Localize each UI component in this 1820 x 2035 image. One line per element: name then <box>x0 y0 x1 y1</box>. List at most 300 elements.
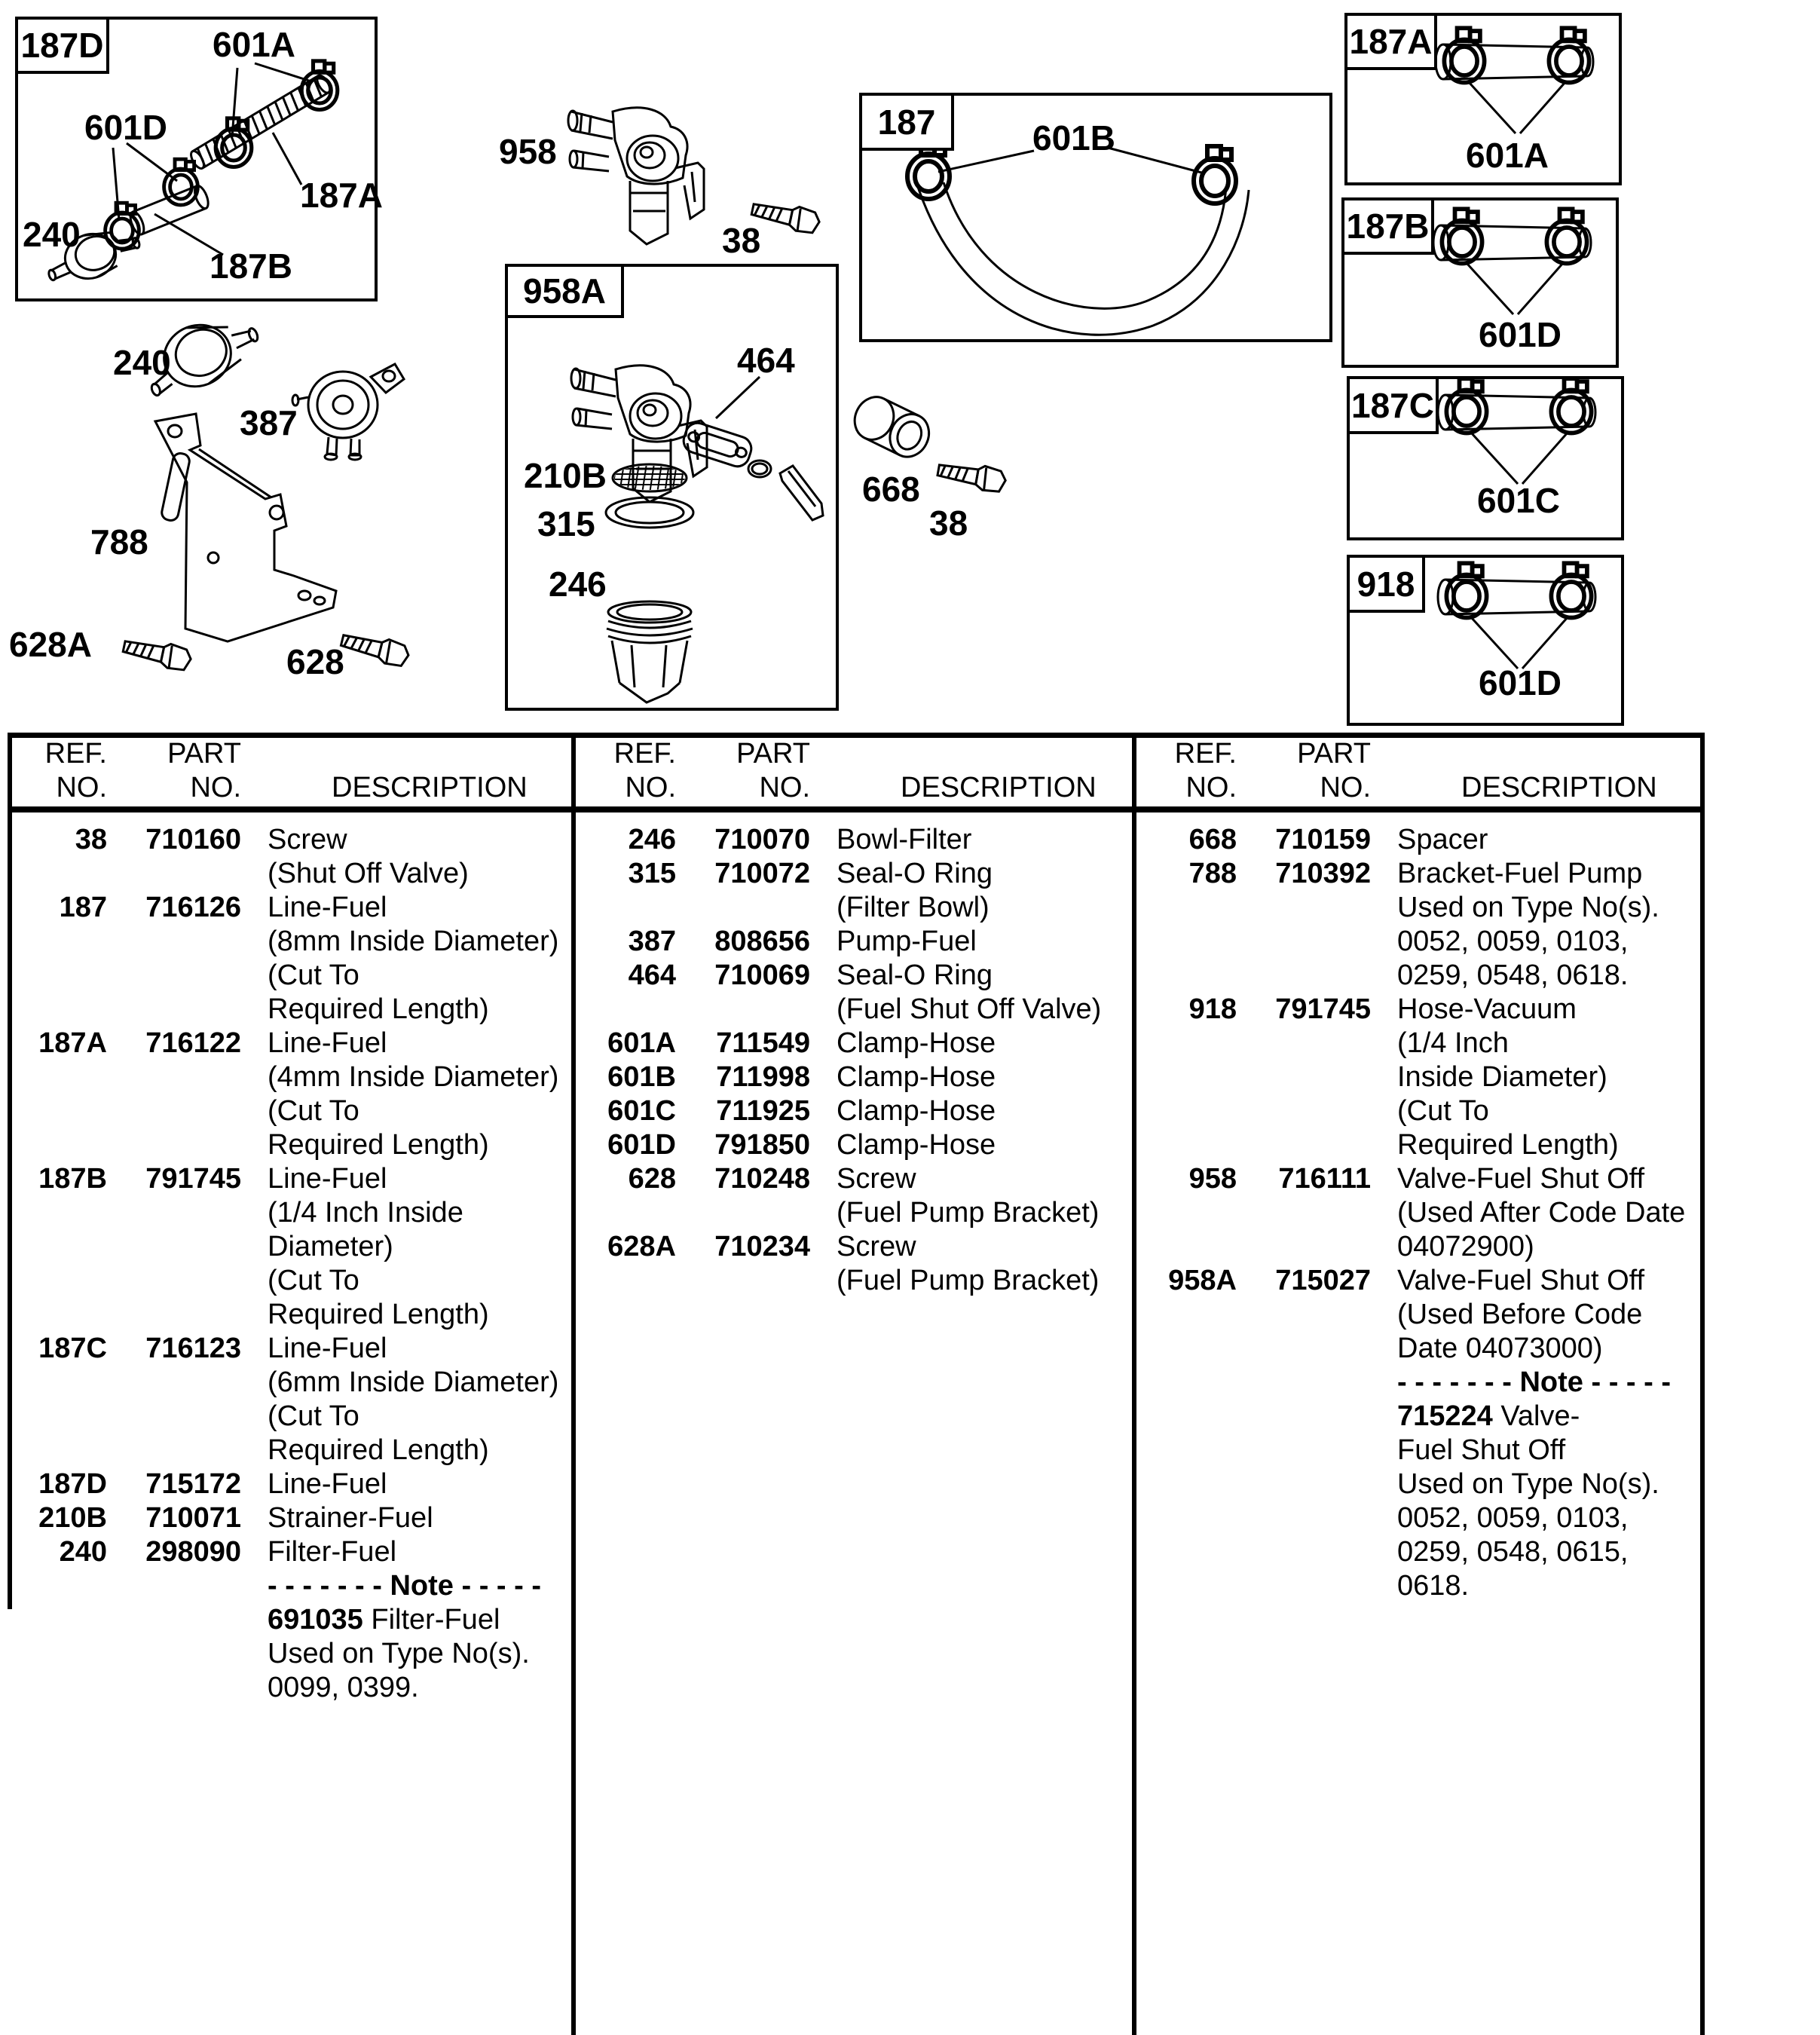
ref-no <box>8 1230 113 1264</box>
part-no <box>1243 1434 1378 1467</box>
table-row <box>8 891 571 925</box>
callout-464: 464 <box>737 341 795 380</box>
description: Clamp-Hose <box>837 1027 996 1059</box>
callout-315: 315 <box>537 504 595 543</box>
table-row <box>8 1332 571 1366</box>
callout-628: 628 <box>286 642 344 681</box>
table-row <box>577 1230 1132 1264</box>
description: 0259, 0548, 0615, <box>1397 1536 1629 1568</box>
callout-628a: 628A <box>9 625 92 664</box>
ref-no: 187A <box>38 1027 107 1059</box>
screw-628 <box>339 629 411 669</box>
description: Line-Fuel <box>268 1333 387 1364</box>
part-no <box>113 1434 249 1467</box>
part-no <box>1243 1230 1378 1264</box>
ref-no <box>8 1400 113 1434</box>
callout-601a: 601A <box>213 25 295 64</box>
ref-no <box>8 1671 113 1705</box>
table-row <box>577 1196 1132 1230</box>
table-row <box>577 1060 1132 1094</box>
table-row <box>1137 1298 1700 1332</box>
ref-no: 187C <box>38 1333 107 1364</box>
table-row <box>8 1434 571 1467</box>
description: Used on Type No(s). <box>1397 1468 1659 1500</box>
table-row <box>8 1060 571 1094</box>
table-row <box>8 1501 571 1535</box>
table-row <box>577 891 1132 925</box>
part-no: 716111 <box>1278 1163 1371 1195</box>
table-row <box>1137 1400 1700 1434</box>
description: (Shut Off Valve) <box>268 858 469 889</box>
part-no <box>1243 1196 1378 1230</box>
description: (Cut To <box>268 1265 359 1296</box>
ref-no: 601A <box>607 1027 676 1059</box>
table-row <box>8 823 571 857</box>
part-no <box>1243 1535 1378 1569</box>
ref-no <box>1137 1094 1243 1128</box>
description: 04072900) <box>1397 1231 1534 1262</box>
header-description: DESCRIPTION <box>1461 772 1657 803</box>
ref-no <box>1137 1060 1243 1094</box>
description: Date 04073000) <box>1397 1333 1603 1364</box>
part-no <box>113 1671 249 1705</box>
part-no: 715027 <box>1275 1265 1371 1296</box>
callout-601a-box187a: 601A <box>1466 136 1549 175</box>
callout-601d: 601D <box>84 108 167 147</box>
part-no <box>113 1128 249 1162</box>
box-tag-187d <box>15 17 109 74</box>
part-no <box>113 857 249 891</box>
description: Spacer <box>1397 824 1488 855</box>
table-row <box>577 993 1132 1027</box>
part-no: 716122 <box>145 1027 241 1059</box>
table-row <box>8 1569 571 1603</box>
table-row <box>8 1094 571 1128</box>
part-no: 791745 <box>1275 993 1371 1025</box>
callout-38-top: 38 <box>722 221 761 260</box>
table-row <box>1137 993 1700 1027</box>
diagram-958-art <box>568 108 821 244</box>
part-no <box>1243 1298 1378 1332</box>
part-no <box>1243 1094 1378 1128</box>
callout-601d-box187b: 601D <box>1479 315 1562 354</box>
part-no: 710160 <box>145 824 241 855</box>
part-no <box>682 993 818 1027</box>
part-no <box>113 1230 249 1264</box>
callout-240-in-box: 240 <box>23 215 81 254</box>
table-row <box>1137 1332 1700 1366</box>
box-tag-187b-label: 187B <box>1346 207 1430 246</box>
header-ref-no: NO. <box>56 772 107 803</box>
callout-240: 240 <box>113 343 171 382</box>
ref-no: 187B <box>38 1163 107 1195</box>
table-row <box>1137 1434 1700 1467</box>
description: (Cut To <box>268 959 359 991</box>
description: Used on Type No(s). <box>1397 892 1659 923</box>
ref-no: 240 <box>59 1536 107 1568</box>
table-row <box>577 1094 1132 1128</box>
callout-187a: 187A <box>300 176 383 215</box>
ref-no: 918 <box>1188 993 1237 1025</box>
part-no <box>113 959 249 993</box>
ref-no: 958A <box>1168 1265 1237 1296</box>
ref-no: 668 <box>1188 824 1237 855</box>
description: Fuel Shut Off <box>1397 1434 1566 1466</box>
ref-no <box>8 1128 113 1162</box>
ref-no <box>1137 1569 1243 1603</box>
header-part-no: NO. <box>1320 772 1371 803</box>
description: (Used After Code Date <box>1397 1197 1686 1229</box>
box-tag-187-label: 187 <box>877 102 936 142</box>
table-row <box>577 823 1132 857</box>
ref-no: 246 <box>628 824 676 855</box>
table-row <box>8 1196 571 1230</box>
description: Line-Fuel <box>268 892 387 923</box>
ref-no: 601B <box>607 1061 676 1093</box>
description: (Filter Bowl) <box>837 892 990 923</box>
part-no: 710071 <box>145 1502 241 1534</box>
table-row <box>1137 857 1700 891</box>
table-row <box>1137 823 1700 857</box>
part-no: 791745 <box>145 1163 241 1195</box>
box-tag-187 <box>859 93 954 151</box>
ref-no <box>1137 1128 1243 1162</box>
screw-628a <box>121 635 193 672</box>
table-row <box>577 925 1132 959</box>
table-row <box>1137 1027 1700 1060</box>
ref-no: 464 <box>628 959 676 991</box>
callout-601b: 601B <box>1032 118 1115 158</box>
header-part: PART <box>167 738 241 770</box>
ref-no <box>8 1569 113 1603</box>
part-no <box>1243 1467 1378 1501</box>
ref-no <box>577 1196 682 1230</box>
ref-no <box>8 1434 113 1467</box>
table-row <box>1137 1230 1700 1264</box>
header-description: DESCRIPTION <box>901 772 1097 803</box>
table-row <box>1137 925 1700 959</box>
description: Clamp-Hose <box>837 1061 996 1093</box>
header-description: DESCRIPTION <box>332 772 528 803</box>
description: (8mm Inside Diameter) <box>268 926 559 957</box>
part-no: 715172 <box>145 1468 241 1500</box>
description: (1/4 Inch Inside <box>268 1197 463 1229</box>
part-no <box>682 1264 818 1298</box>
callout-246: 246 <box>549 565 607 604</box>
table-row <box>8 1535 571 1569</box>
header-part: PART <box>736 738 810 770</box>
table-row <box>8 959 571 993</box>
table-row <box>577 1027 1132 1060</box>
description: Inside Diameter) <box>1397 1061 1607 1093</box>
part-no: 298090 <box>145 1536 241 1568</box>
box-tag-918 <box>1347 555 1425 613</box>
ref-no <box>577 1264 682 1298</box>
header-ref-no: NO. <box>625 772 676 803</box>
box-tag-958a-label: 958A <box>523 271 606 311</box>
description: Required Length) <box>268 1129 489 1161</box>
part-no <box>1243 1400 1378 1434</box>
description: Required Length) <box>268 1299 489 1330</box>
table-row <box>8 1400 571 1434</box>
description: Line-Fuel <box>268 1163 387 1195</box>
description: (Cut To <box>268 1400 359 1432</box>
description: (Cut To <box>268 1095 359 1127</box>
part-no: 710069 <box>714 959 810 991</box>
part-no <box>1243 1501 1378 1535</box>
callout-601c-box187c: 601C <box>1477 481 1560 520</box>
description: Strainer-Fuel <box>268 1502 433 1534</box>
callout-668: 668 <box>862 470 920 509</box>
part-no: 711549 <box>716 1027 810 1059</box>
box-tag-187b <box>1341 197 1434 255</box>
ref-no <box>1137 959 1243 993</box>
ref-no: 315 <box>628 858 676 889</box>
description: (6mm Inside Diameter) <box>268 1366 559 1398</box>
table-row <box>1137 1264 1700 1298</box>
table-right-rule <box>1700 733 1705 2035</box>
header-ref: REF. <box>613 738 676 770</box>
part-no <box>1243 1332 1378 1366</box>
part-no <box>682 891 818 925</box>
table-header-rule <box>8 806 1705 812</box>
description: Line-Fuel <box>268 1468 387 1500</box>
table-row <box>1137 959 1700 993</box>
part-no <box>113 1637 249 1671</box>
table-row <box>8 1230 571 1264</box>
table-row <box>8 1027 571 1060</box>
part-no <box>113 1094 249 1128</box>
table-header-col2 <box>577 737 1132 805</box>
ref-no <box>1137 1501 1243 1535</box>
part-no <box>113 1264 249 1298</box>
description: (Cut To <box>1397 1095 1489 1127</box>
description: - - - - - - - Note - - - - - <box>268 1570 541 1602</box>
ref-no <box>1137 891 1243 925</box>
description: Screw <box>837 1231 916 1262</box>
ref-no <box>1137 1298 1243 1332</box>
table-row <box>8 857 571 891</box>
table-row <box>8 993 571 1027</box>
description: (Used Before Code <box>1397 1299 1643 1330</box>
ref-no <box>1137 1196 1243 1230</box>
description: (Fuel Shut Off Valve) <box>837 993 1102 1025</box>
part-no <box>113 1196 249 1230</box>
ref-no: 788 <box>1188 858 1237 889</box>
description: Required Length) <box>268 1434 489 1466</box>
part-no <box>1243 891 1378 925</box>
table-row <box>1137 1467 1700 1501</box>
part-no <box>1243 1569 1378 1603</box>
description: Used on Type No(s). <box>268 1638 530 1669</box>
ref-no: 601C <box>607 1095 676 1127</box>
description: (Fuel Pump Bracket) <box>837 1265 1100 1296</box>
table-row <box>577 857 1132 891</box>
description: Filter-Fuel <box>268 1536 397 1568</box>
description: Hose-Vacuum <box>1397 993 1577 1025</box>
ref-no: 187 <box>59 892 107 923</box>
description: 0099, 0399. <box>268 1672 419 1703</box>
table-divider-1 <box>571 733 576 2035</box>
table-header-col1 <box>8 737 571 805</box>
ref-no: 187D <box>38 1468 107 1500</box>
table-row <box>8 1467 571 1501</box>
table-divider-2 <box>1132 733 1136 2035</box>
part-no: 711925 <box>716 1095 810 1127</box>
ref-no <box>577 993 682 1027</box>
part-no <box>1243 1366 1378 1400</box>
ref-no <box>8 1366 113 1400</box>
description: Bracket-Fuel Pump <box>1397 858 1643 889</box>
table-row <box>1137 1535 1700 1569</box>
part-no: 716123 <box>145 1333 241 1364</box>
description: Required Length) <box>1397 1129 1619 1161</box>
description: 0052, 0059, 0103, <box>1397 926 1629 957</box>
ref-no <box>1137 1467 1243 1501</box>
ref-no <box>8 1298 113 1332</box>
callout-958: 958 <box>499 132 557 171</box>
box-tag-187d-label: 187D <box>20 26 104 65</box>
part-no <box>113 1298 249 1332</box>
callout-387: 387 <box>240 403 298 442</box>
ref-no <box>8 1264 113 1298</box>
table-row <box>1137 1366 1700 1400</box>
table-row <box>8 1366 571 1400</box>
fuel-pump-bracket-788-icon <box>155 414 336 641</box>
screw-38-mid <box>936 458 1007 494</box>
header-ref: REF. <box>44 738 107 770</box>
part-no <box>113 1603 249 1637</box>
ref-no: 387 <box>628 926 676 957</box>
ref-no <box>8 1094 113 1128</box>
part-no <box>113 1060 249 1094</box>
callout-187b: 187B <box>210 246 292 286</box>
description: Pump-Fuel <box>837 926 977 957</box>
description: Screw <box>837 1163 916 1195</box>
part-no: 710392 <box>1275 858 1371 889</box>
table-row <box>577 1128 1132 1162</box>
ref-no <box>1137 1027 1243 1060</box>
part-no <box>113 1400 249 1434</box>
part-no: 710248 <box>714 1163 810 1195</box>
ref-no <box>8 1060 113 1094</box>
table-row <box>8 1603 571 1637</box>
description: Line-Fuel <box>268 1027 387 1059</box>
header-part-no: NO. <box>759 772 810 803</box>
description: Required Length) <box>268 993 489 1025</box>
table-header-col3 <box>1137 737 1700 805</box>
part-no: 710234 <box>714 1231 810 1262</box>
part-no <box>1243 959 1378 993</box>
table-row <box>8 1637 571 1671</box>
box-tag-958a <box>505 264 624 318</box>
fuel-pump-387-icon <box>292 364 404 460</box>
table-row <box>577 959 1132 993</box>
description: 715224 Valve- <box>1397 1400 1580 1432</box>
part-no <box>113 993 249 1027</box>
part-no <box>1243 1128 1378 1162</box>
description: - - - - - - - Note - - - - - <box>1397 1366 1671 1398</box>
description: Screw <box>268 824 347 855</box>
ref-no <box>1137 1535 1243 1569</box>
parts-column-1 <box>8 823 571 1705</box>
table-row <box>8 925 571 959</box>
ref-no <box>8 857 113 891</box>
table-row <box>8 1128 571 1162</box>
ref-no: 628 <box>628 1163 676 1195</box>
box-tag-918-label: 918 <box>1357 564 1415 604</box>
part-no: 808656 <box>714 926 810 957</box>
table-row <box>1137 1569 1700 1603</box>
part-no: 710072 <box>714 858 810 889</box>
box-tag-187c-label: 187C <box>1351 385 1434 425</box>
table-row <box>1137 891 1700 925</box>
table-row <box>1137 1094 1700 1128</box>
ref-no <box>1137 1332 1243 1366</box>
table-row <box>1137 1196 1700 1230</box>
ref-no <box>8 1196 113 1230</box>
part-no <box>113 1569 249 1603</box>
part-no: 710070 <box>714 824 810 855</box>
description: 0052, 0059, 0103, <box>1397 1502 1629 1534</box>
ref-no: 958 <box>1188 1163 1237 1195</box>
callout-38-mid: 38 <box>929 503 968 543</box>
header-part: PART <box>1297 738 1371 770</box>
description: (1/4 Inch <box>1397 1027 1509 1059</box>
description: Bowl-Filter <box>837 824 972 855</box>
description: Seal-O Ring <box>837 858 993 889</box>
table-row <box>577 1264 1132 1298</box>
ref-no: 628A <box>607 1231 676 1262</box>
ref-no <box>8 925 113 959</box>
callout-788: 788 <box>90 522 148 562</box>
ref-no <box>8 1603 113 1637</box>
ref-no <box>1137 1366 1243 1400</box>
description: Diameter) <box>268 1231 393 1262</box>
ref-no <box>8 993 113 1027</box>
part-no <box>113 1366 249 1400</box>
part-no: 710159 <box>1275 824 1371 855</box>
ref-no <box>1137 1434 1243 1467</box>
box-tag-187c <box>1347 376 1439 434</box>
part-no <box>1243 1060 1378 1094</box>
table-row <box>1137 1162 1700 1196</box>
ref-no <box>1137 925 1243 959</box>
table-row <box>1137 1501 1700 1535</box>
table-row <box>8 1671 571 1705</box>
ref-no: 38 <box>75 824 107 855</box>
ref-no: 210B <box>38 1502 107 1534</box>
header-part-no: NO. <box>190 772 241 803</box>
callout-210b: 210B <box>524 456 607 495</box>
table-row <box>8 1264 571 1298</box>
description: 0259, 0548, 0618. <box>1397 959 1629 991</box>
ref-no <box>8 959 113 993</box>
description: Valve-Fuel Shut Off <box>1397 1265 1645 1296</box>
spacer-668-icon <box>848 390 936 464</box>
description: (4mm Inside Diameter) <box>268 1061 559 1093</box>
ref-no: 601D <box>607 1129 676 1161</box>
table-row <box>8 1162 571 1196</box>
box-tag-187a <box>1344 13 1437 70</box>
part-no <box>682 1196 818 1230</box>
part-no: 716126 <box>145 892 241 923</box>
table-row <box>577 1162 1132 1196</box>
part-no <box>1243 925 1378 959</box>
table-row <box>8 1298 571 1332</box>
parts-column-3 <box>1137 823 1700 1603</box>
table-row <box>1137 1128 1700 1162</box>
